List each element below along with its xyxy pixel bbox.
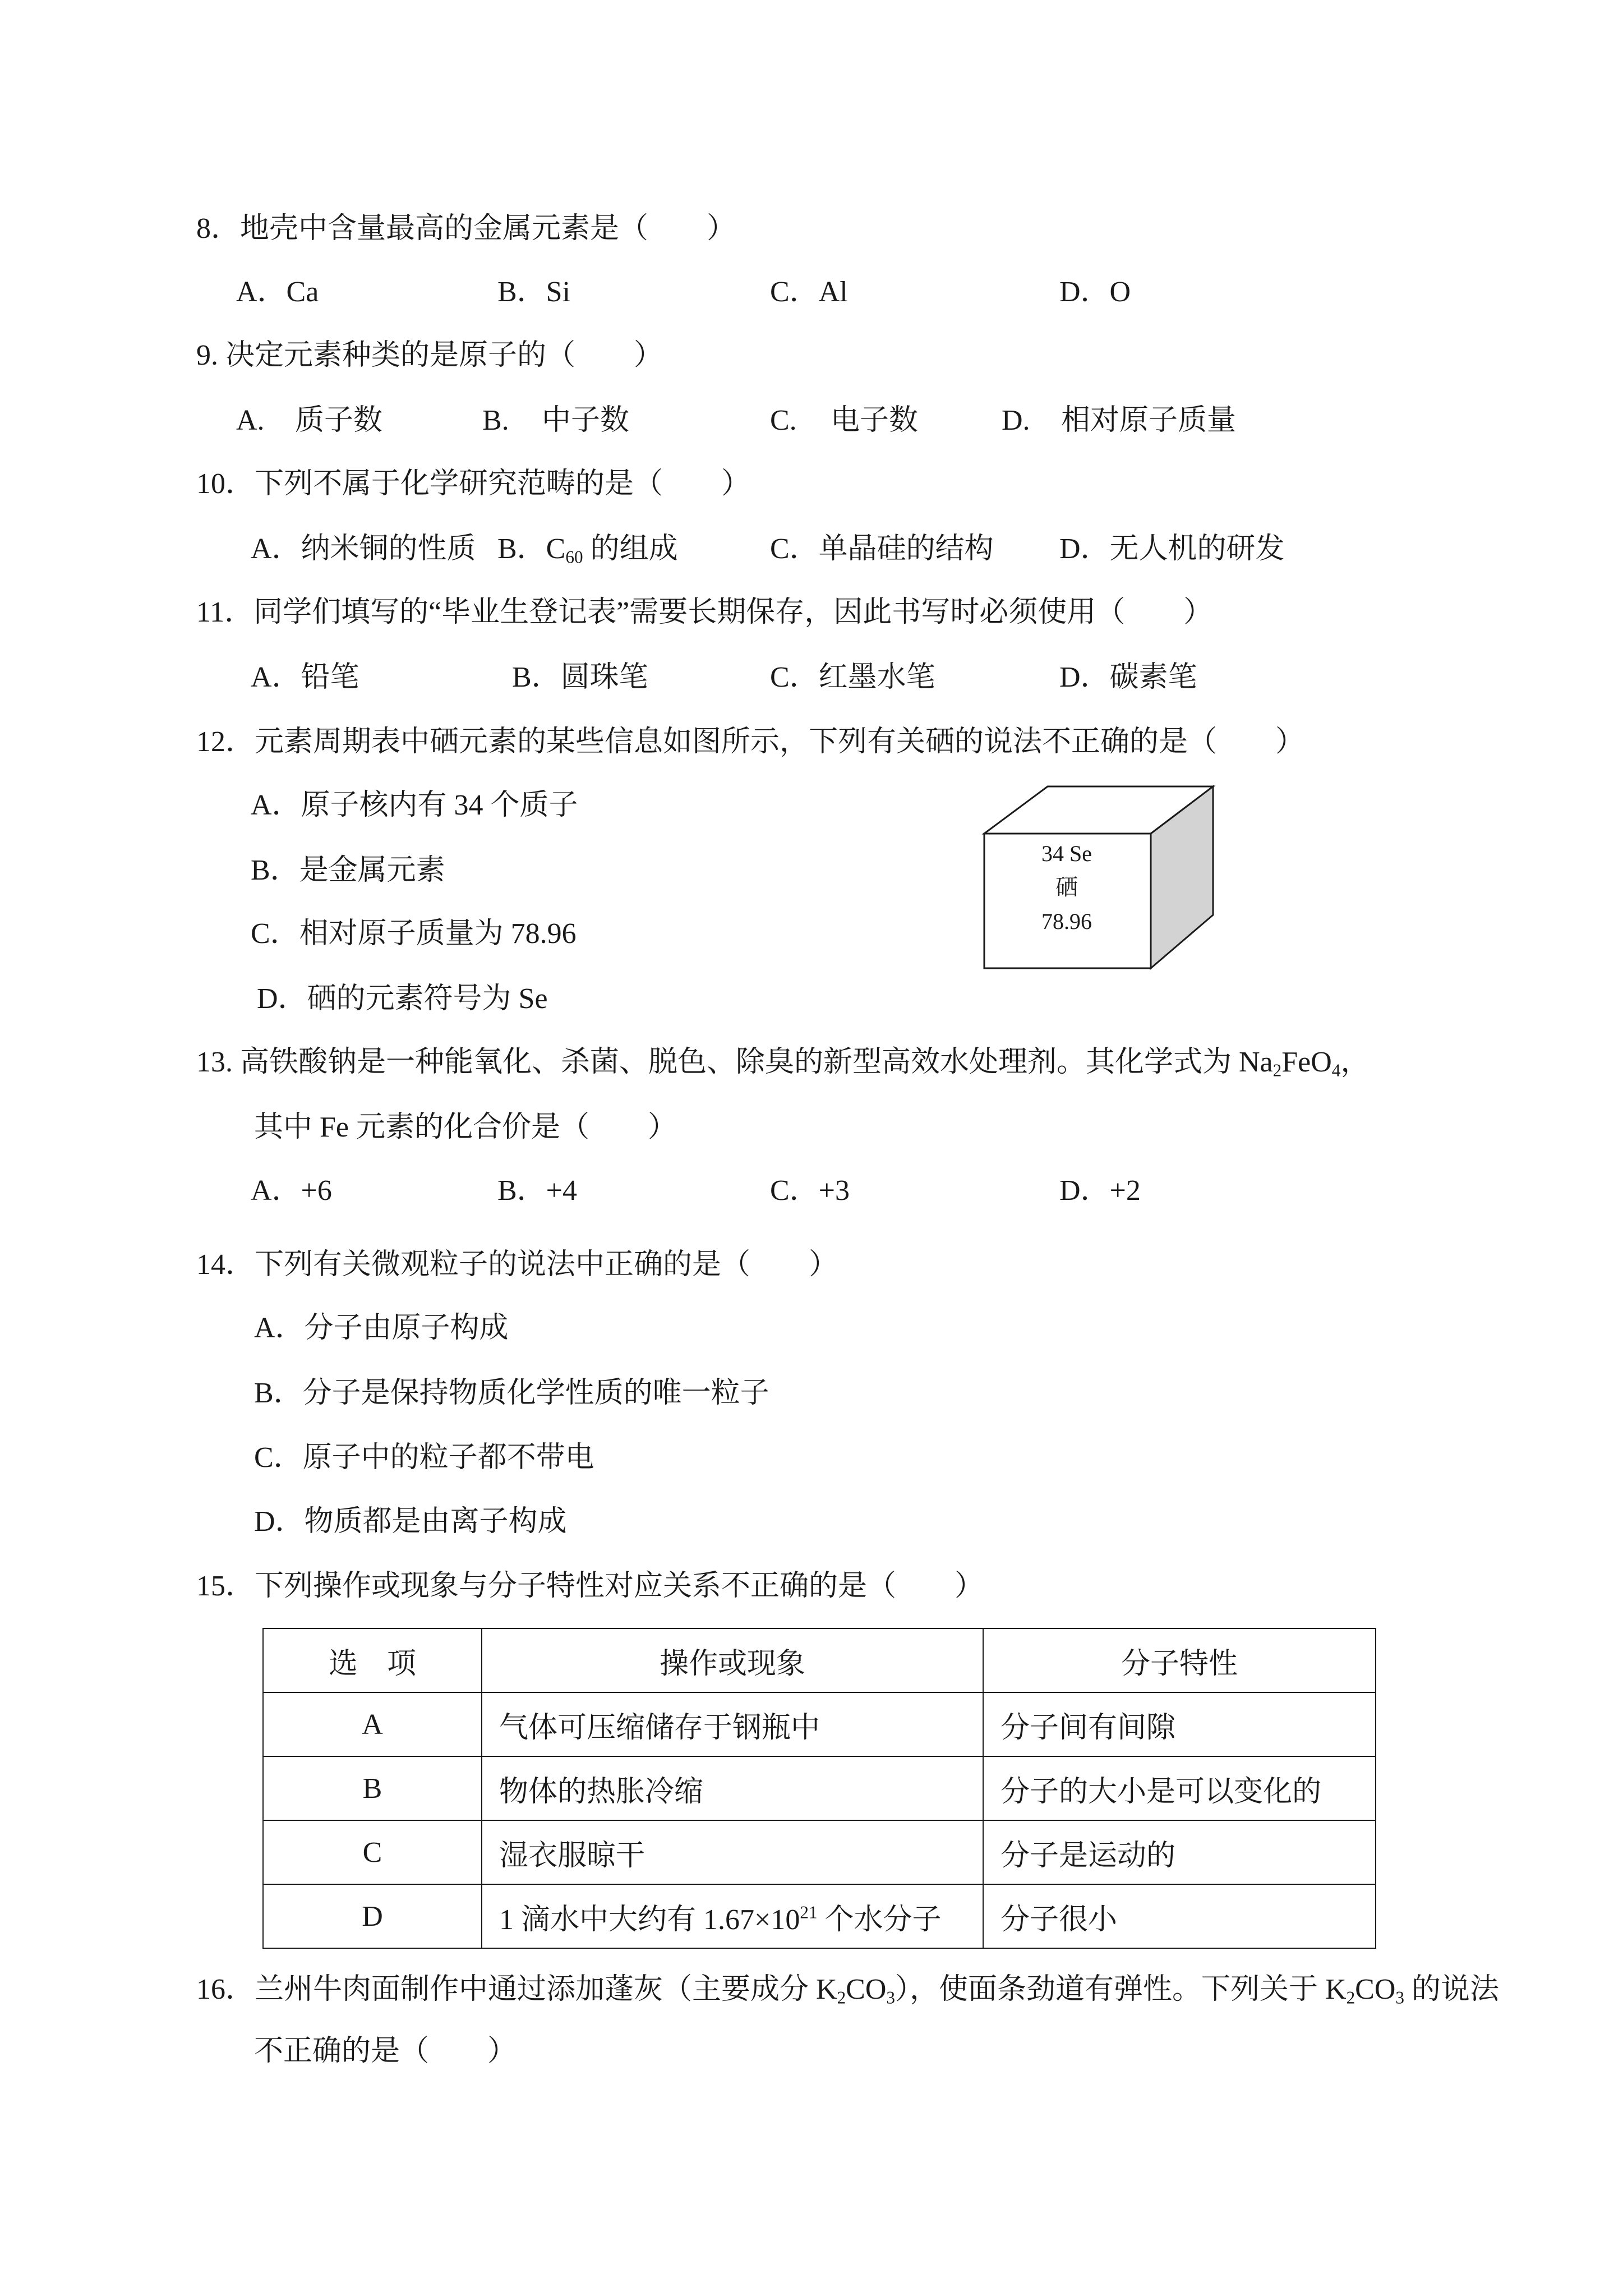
card-atomic-mass: 78.96 bbox=[1041, 909, 1092, 934]
selenium-element-card bbox=[979, 783, 1217, 973]
phenomenon-before: 1 滴水中大约有 1.67×10 bbox=[499, 1903, 800, 1936]
q16-stem-line1 bbox=[196, 1970, 1499, 2010]
q14-stem: 14．下列有关微观粒子的说法中正确的是（ ） bbox=[196, 1249, 838, 1281]
q12-option-d: D．硒的元素符号为 Se bbox=[257, 983, 548, 1015]
q9-option-b-text: 中子数 bbox=[542, 404, 630, 436]
q15-stem: 15．下列操作或现象与分子特性对应关系不正确的是（ ） bbox=[196, 1570, 984, 1602]
q16-part4: CO bbox=[1355, 1973, 1396, 2005]
table-row bbox=[263, 1884, 1376, 1948]
q10-option-b bbox=[497, 529, 678, 569]
q16-part1: 16．兰州牛肉面制作中通过添加蓬灰（主要成分 K bbox=[196, 1973, 837, 2005]
q14-option-b: B．分子是保持物质化学性质的唯一粒子 bbox=[254, 1377, 769, 1409]
table-row bbox=[263, 1820, 1376, 1884]
q11-option-a: A．铅笔 bbox=[251, 661, 359, 693]
q9-option-a-letter: A. bbox=[236, 404, 265, 436]
q16-part5: 的说法 bbox=[1404, 1973, 1500, 2005]
q9-option-d-text: 相对原子质量 bbox=[1061, 404, 1237, 436]
q9-option-a-text: 质子数 bbox=[295, 404, 383, 436]
q14-option-a: A．分子由原子构成 bbox=[254, 1312, 509, 1344]
q13-stem-before: 13. 高铁酸钠是一种能氧化、杀菌、脱色、除臭的新型高效水处理剂。其化学式为 Na bbox=[196, 1046, 1273, 1078]
row-phenomenon: 湿衣服晾干 bbox=[482, 1820, 983, 1884]
q9-option-c-text: 电子数 bbox=[831, 404, 919, 436]
q13-stem-middle: FeO bbox=[1281, 1046, 1332, 1078]
phenomenon-after: 个水分子 bbox=[817, 1903, 942, 1936]
q12-stem: 12．元素周期表中硒元素的某些信息如图所示，下列有关硒的说法不正确的是（ ） bbox=[196, 726, 1305, 758]
q13-stem-sub1: 2 bbox=[1272, 1060, 1282, 1080]
phenomenon-superscript: 21 bbox=[800, 1902, 818, 1922]
q9-option-b-letter: B. bbox=[482, 404, 509, 436]
q16-sub4: 3 bbox=[1395, 1987, 1404, 2008]
q10-option-b-before: B．C bbox=[497, 533, 566, 565]
q10-option-b-subscript: 60 bbox=[565, 547, 583, 567]
q13-option-c: C．+3 bbox=[770, 1175, 850, 1207]
q16-sub3: 2 bbox=[1346, 1987, 1355, 2008]
q16-part3: ），使面条劲道有弹性。下列关于 K bbox=[895, 1973, 1347, 2005]
q10-option-d: D．无人机的研发 bbox=[1059, 533, 1285, 565]
q13-option-a: A．+6 bbox=[251, 1175, 332, 1207]
row-property: 分子间有间隙 bbox=[983, 1692, 1376, 1756]
row-property: 分子的大小是可以变化的 bbox=[983, 1756, 1376, 1820]
q9-option-d-letter: D. bbox=[1002, 404, 1030, 436]
table-row bbox=[263, 1756, 1376, 1820]
table-header-row bbox=[263, 1628, 1376, 1692]
header-option: 选 项 bbox=[263, 1628, 482, 1692]
q16-part2: CO bbox=[846, 1973, 887, 2005]
q12-option-b: B．是金属元素 bbox=[251, 854, 445, 886]
row-property: 分子是运动的 bbox=[983, 1820, 1376, 1884]
q12-option-c: C．相对原子质量为 78.96 bbox=[251, 918, 577, 950]
q16-sub2: 3 bbox=[886, 1987, 895, 2008]
row-option: C bbox=[263, 1820, 482, 1884]
q8-option-c: C．Al bbox=[770, 276, 848, 308]
q13-stem-line2: 其中 Fe 元素的化合价是（ ） bbox=[254, 1111, 677, 1143]
q13-stem-after: ， bbox=[1340, 1046, 1370, 1078]
q14-option-d: D．物质都是由离子构成 bbox=[254, 1506, 567, 1538]
row-property: 分子很小 bbox=[983, 1884, 1376, 1948]
q11-option-d: D．碳素笔 bbox=[1059, 661, 1197, 693]
q10-stem: 10．下列不属于化学研究范畴的是（ ） bbox=[196, 468, 751, 500]
q15-table bbox=[262, 1628, 1376, 1949]
q8-stem: 8．地壳中含量最高的金属元素是（ ） bbox=[196, 213, 736, 245]
row-option: A bbox=[263, 1692, 482, 1756]
q11-stem: 11．同学们填写的“毕业生登记表”需要长期保存，因此书写时必须使用（ ） bbox=[196, 596, 1213, 628]
q9-option-c-letter: C. bbox=[770, 404, 797, 436]
q12-option-a: A．原子核内有 34 个质子 bbox=[251, 789, 578, 821]
q10-option-a: A．纳米铜的性质 bbox=[251, 533, 476, 565]
q13-stem-sub2: 4 bbox=[1331, 1060, 1341, 1080]
q16-stem-line2: 不正确的是（ ） bbox=[254, 2035, 517, 2067]
row-phenomenon: 物体的热胀冷缩 bbox=[482, 1756, 983, 1820]
row-option: D bbox=[263, 1884, 482, 1948]
card-number-symbol: 34 Se bbox=[1041, 841, 1092, 866]
q10-option-b-after: 的组成 bbox=[583, 533, 678, 565]
q13-option-b: B．+4 bbox=[497, 1175, 578, 1207]
header-property: 分子特性 bbox=[983, 1628, 1376, 1692]
table-row bbox=[263, 1692, 1376, 1756]
q11-option-b: B．圆珠笔 bbox=[512, 661, 648, 693]
q13-stem-line1 bbox=[196, 1042, 1370, 1083]
q14-option-c: C．原子中的粒子都不带电 bbox=[254, 1442, 594, 1474]
q16-sub1: 2 bbox=[837, 1987, 846, 2008]
q11-option-c: C．红墨水笔 bbox=[770, 661, 935, 693]
q8-option-a: A．Ca bbox=[236, 276, 319, 308]
card-element-name: 硒 bbox=[1055, 875, 1078, 900]
row-phenomenon bbox=[482, 1884, 983, 1948]
q8-option-d: D．O bbox=[1059, 276, 1131, 308]
q10-option-c: C．单晶硅的结构 bbox=[770, 533, 994, 565]
row-phenomenon: 气体可压缩储存于钢瓶中 bbox=[482, 1692, 983, 1756]
q9-stem: 9. 决定元素种类的是原子的（ ） bbox=[196, 339, 663, 371]
q13-option-d: D．+2 bbox=[1059, 1175, 1141, 1207]
header-phenomenon: 操作或现象 bbox=[482, 1628, 983, 1692]
q8-option-b: B．Si bbox=[497, 276, 571, 308]
row-option: B bbox=[263, 1756, 482, 1820]
